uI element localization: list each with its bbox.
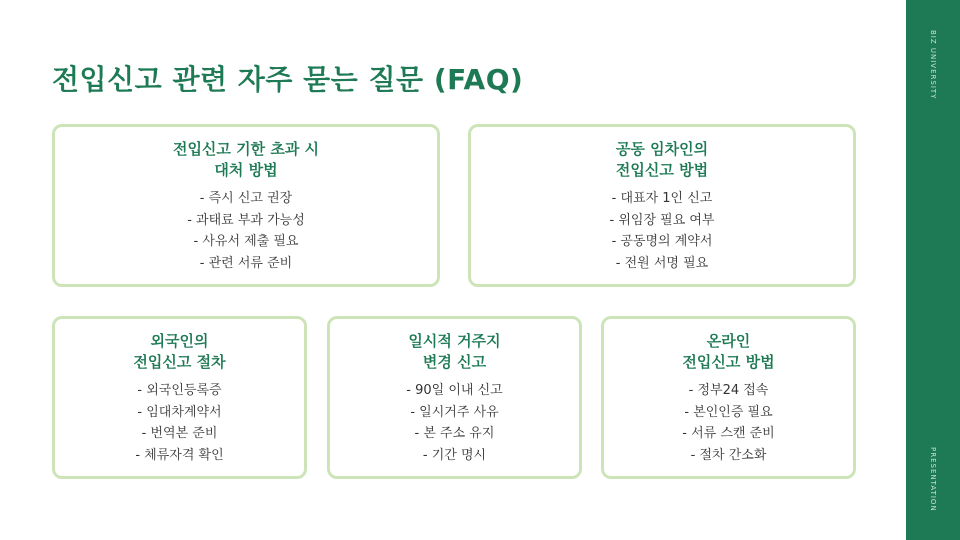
faq-card-deadline <box>52 124 440 287</box>
card-item: - 과태료 부과 가능성 <box>187 212 305 228</box>
card-item: - 본 주소 유지 <box>414 426 495 441</box>
faq-card-joint-tenant <box>468 124 856 287</box>
card-item: - 전원 서명 필요 <box>615 255 709 271</box>
page-title: 전입신고 관련 자주 묻는 질문 (FAQ) <box>52 63 524 96</box>
side-label-top: BIZ UNIVERSITY <box>929 30 937 100</box>
card-title: 외국인의 전입신고 절차 <box>133 332 226 371</box>
card-item: - 임대차계약서 <box>137 404 222 420</box>
card-item: - 절차 간소화 <box>690 447 767 463</box>
card-items <box>604 380 853 466</box>
card-item: - 정부24 접속 <box>688 383 769 398</box>
faq-card-foreigner <box>52 316 307 479</box>
faq-card-temporary <box>327 316 582 479</box>
card-item: - 공동명의 계약서 <box>611 234 713 249</box>
card-item: - 번역본 준비 <box>141 426 218 441</box>
card-item: - 대표자 1인 신고 <box>611 191 713 206</box>
card-title: 일시적 거주지 변경 신고 <box>408 332 501 371</box>
card-item: - 사유서 제출 필요 <box>193 234 299 249</box>
card-item: - 관련 서류 준비 <box>199 255 293 271</box>
card-item: - 체류자격 확인 <box>135 447 224 463</box>
card-title: 전입신고 기한 초과 시 대처 방법 <box>172 140 320 179</box>
card-item: - 본인인증 필요 <box>684 404 773 420</box>
card-item: - 외국인등록증 <box>137 383 222 398</box>
card-item: - 일시거주 사유 <box>410 404 499 420</box>
card-item: - 위임장 필요 여부 <box>609 212 715 228</box>
card-items <box>55 188 437 274</box>
card-title: 공동 임차인의 전입신고 방법 <box>615 140 709 179</box>
card-item: - 기간 명시 <box>422 447 487 463</box>
card-item: - 즉시 신고 권장 <box>199 191 293 206</box>
card-item: - 90일 이내 신고 <box>406 383 503 398</box>
card-item: - 서류 스캔 준비 <box>682 426 775 441</box>
card-items <box>471 188 853 274</box>
side-label-bottom: PRESENTATION <box>929 447 937 512</box>
card-title: 온라인 전입신고 방법 <box>682 332 775 371</box>
card-items <box>330 380 579 466</box>
card-items <box>55 380 304 466</box>
side-bar <box>906 0 960 540</box>
faq-card-online <box>601 316 856 479</box>
